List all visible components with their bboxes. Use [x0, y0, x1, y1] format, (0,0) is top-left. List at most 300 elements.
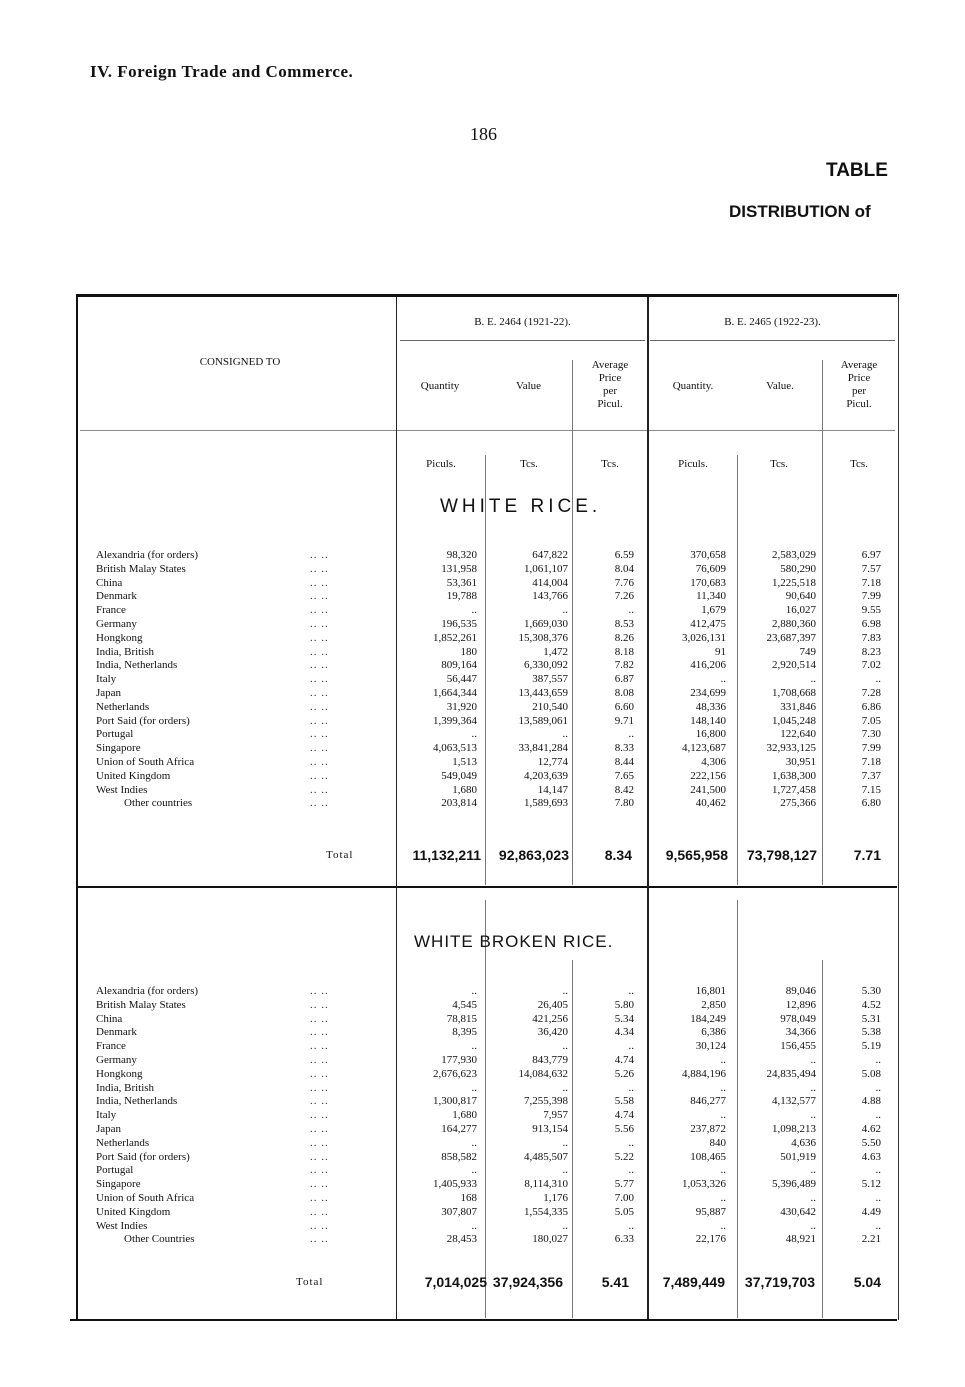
table-cell: 7.28 — [861, 687, 881, 699]
table-cell: 180,027 — [532, 1233, 568, 1246]
table-cell: 5,396,489 — [772, 1178, 816, 1191]
value2-header: Value. — [766, 380, 794, 392]
table-cell: .. — [471, 1040, 477, 1053]
table-cell: 416,206 — [690, 659, 726, 672]
table-row — [0, 563, 965, 577]
table-row — [0, 1026, 965, 1040]
country-name: West Indies — [96, 1219, 148, 1232]
table-cell: 36,420 — [537, 1026, 568, 1039]
country-name: Netherlands — [96, 700, 150, 713]
leader-dots: .. .. — [310, 1178, 329, 1191]
table-row — [0, 590, 965, 604]
table-cell: 22,176 — [695, 1233, 726, 1246]
section-divider-rule — [76, 886, 897, 888]
table-cell: 4,306 — [701, 756, 726, 768]
table-cell: 8.42 — [614, 783, 634, 796]
period1-underline — [400, 340, 645, 341]
table-cell: 7.02 — [861, 659, 881, 672]
table-row — [0, 999, 965, 1013]
total-cell: 5.41 — [601, 1274, 629, 1290]
leader-dots: .. .. — [310, 700, 329, 713]
table-cell: 5.80 — [614, 998, 634, 1011]
table-cell: .. — [720, 1164, 726, 1177]
table-cell: 430,642 — [780, 1205, 816, 1218]
table-cell: 2,583,029 — [772, 549, 816, 561]
table-cell: 6.33 — [614, 1233, 634, 1246]
table-row — [0, 632, 965, 646]
table-cell: 2.21 — [861, 1233, 881, 1246]
table-cell: 3,026,131 — [682, 631, 726, 644]
table-cell: 7.99 — [861, 742, 881, 755]
table-cell: 16,800 — [695, 728, 726, 741]
leader-dots: .. .. — [310, 1026, 329, 1039]
leader-dots: .. .. — [310, 1164, 329, 1177]
table-row — [0, 1151, 965, 1165]
leader-dots: .. .. — [310, 742, 329, 755]
table-cell: 12,774 — [537, 756, 568, 768]
table-cell: 28,453 — [446, 1233, 477, 1246]
table-cell: 180 — [460, 645, 477, 658]
section-title: IV. Foreign Trade and Commerce. — [90, 62, 354, 81]
table-cell: 7,255,398 — [524, 1095, 568, 1108]
table-cell: 1,061,107 — [524, 562, 568, 575]
table-cell: 6.80 — [861, 797, 881, 810]
table-cell: .. — [471, 728, 477, 741]
table-cell: 53,361 — [446, 576, 477, 589]
table-cell: 2,850 — [701, 998, 726, 1011]
table-cell: 13,589,061 — [518, 714, 568, 727]
table-row — [0, 577, 965, 591]
country-name: India, Netherlands — [96, 659, 178, 672]
table-cell: 15,308,376 — [518, 631, 568, 644]
table-row — [0, 1082, 965, 1096]
table-cell: 1,300,817 — [433, 1095, 477, 1108]
table-cell: .. — [720, 1192, 726, 1204]
table-cell: .. — [628, 985, 634, 997]
distribution-label: DISTRIBUTION of — [729, 202, 871, 221]
table-cell: 7,957 — [543, 1109, 568, 1122]
table-cell: 5.38 — [861, 1026, 881, 1039]
table-cell: 16,027 — [785, 604, 816, 617]
table-cell: 1,176 — [543, 1192, 568, 1204]
leader-dots: .. .. — [310, 604, 329, 617]
table-cell: 6,386 — [701, 1026, 726, 1039]
table-cell: 95,887 — [695, 1205, 726, 1218]
leader-dots: .. .. — [310, 1067, 329, 1080]
table-cell: 7.15 — [861, 783, 881, 796]
top-rule — [76, 294, 897, 297]
table-cell: 4.34 — [614, 1026, 634, 1039]
table-cell: 4,063,513 — [433, 742, 477, 755]
table-cell: 1,405,933 — [433, 1178, 477, 1191]
leader-dots: .. .. — [310, 985, 329, 997]
table-cell: .. — [875, 1219, 881, 1232]
country-name: Singapore — [96, 742, 141, 755]
table-row — [0, 687, 965, 701]
table-cell: 89,046 — [785, 985, 816, 997]
period2-underline — [650, 340, 895, 341]
table-cell: 5.58 — [614, 1095, 634, 1108]
table-cell: .. — [720, 1054, 726, 1066]
table-cell: 4.63 — [861, 1150, 881, 1163]
country-name: Port Said (for orders) — [96, 1150, 190, 1163]
leader-dots: .. .. — [310, 1054, 329, 1066]
leader-dots: .. .. — [310, 549, 329, 561]
table-cell: 8.53 — [614, 618, 634, 630]
unit-tcs-1: Tcs. — [520, 458, 538, 470]
table-cell: .. — [562, 1040, 568, 1053]
country-name: Port Said (for orders) — [96, 714, 190, 727]
table-cell: 580,290 — [780, 562, 816, 575]
total-cell: 5.04 — [853, 1274, 881, 1290]
table-cell: .. — [562, 604, 568, 617]
table-cell: 34,366 — [785, 1026, 816, 1039]
leader-dots: .. .. — [310, 1123, 329, 1135]
table-cell: 48,336 — [695, 700, 726, 713]
table-cell: 8,114,310 — [524, 1178, 568, 1191]
table-cell: 1,513 — [452, 756, 477, 768]
table-cell: 4,884,196 — [682, 1067, 726, 1080]
table-cell: 858,582 — [441, 1150, 477, 1163]
table-cell: 7.99 — [861, 590, 881, 603]
table-cell: 370,658 — [690, 549, 726, 561]
table-cell: 1,554,335 — [524, 1205, 568, 1218]
table-cell: .. — [875, 1054, 881, 1066]
table-cell: 91 — [715, 645, 726, 658]
table-cell: .. — [628, 1081, 634, 1094]
leader-dots: .. .. — [310, 756, 329, 768]
table-cell: 14,084,632 — [518, 1067, 568, 1080]
table-row — [0, 1095, 965, 1109]
table-cell: .. — [720, 1109, 726, 1122]
table-cell: 6.87 — [614, 673, 634, 686]
country-name: Alexandria (for orders) — [96, 985, 199, 997]
table-cell: 156,455 — [780, 1040, 816, 1053]
table-row — [0, 1178, 965, 1192]
table-cell: .. — [628, 604, 634, 617]
table-cell: 1,664,344 — [433, 687, 477, 699]
country-name: France — [96, 1040, 126, 1053]
leader-dots: .. .. — [310, 714, 329, 727]
table-cell: 5.05 — [614, 1205, 634, 1218]
table-cell: 12,896 — [785, 998, 816, 1011]
table-cell: 108,465 — [690, 1150, 726, 1163]
table-cell: 203,814 — [441, 797, 477, 810]
table-cell: 241,500 — [690, 783, 726, 796]
table-row — [0, 1192, 965, 1206]
table-row — [0, 728, 965, 742]
table-cell: .. — [628, 1040, 634, 1053]
table-cell: 913,154 — [532, 1123, 568, 1135]
unit-tcs-4: Tcs. — [850, 458, 868, 470]
table-cell: 177,930 — [441, 1054, 477, 1066]
table-cell: 1,680 — [452, 1109, 477, 1122]
table-cell: 210,540 — [532, 700, 568, 713]
leader-dots: .. .. — [310, 1205, 329, 1218]
white-broken-rice-total-row — [0, 1272, 965, 1292]
table-cell: 387,557 — [532, 673, 568, 686]
table-cell: .. — [628, 1136, 634, 1149]
table-cell: 7.65 — [614, 769, 634, 782]
total-cell: 9,565,958 — [665, 847, 728, 863]
table-cell: 19,788 — [446, 590, 477, 603]
table-cell: .. — [875, 673, 881, 686]
leader-dots: .. .. — [310, 1081, 329, 1094]
table-cell: 1,679 — [701, 604, 726, 617]
table-cell: .. — [471, 1136, 477, 1149]
table-cell: 4.52 — [861, 998, 881, 1011]
table-cell: 5.31 — [861, 1012, 881, 1025]
table-cell: 7.18 — [861, 576, 881, 589]
table-cell: 24,835,494 — [766, 1067, 816, 1080]
table-cell: 7.57 — [861, 562, 881, 575]
table-cell: 9.55 — [861, 604, 881, 617]
country-name: Other Countries — [124, 1233, 195, 1246]
table-cell: 30,951 — [785, 756, 816, 768]
table-cell: 421,256 — [532, 1012, 568, 1025]
table-cell: 4.74 — [614, 1054, 634, 1066]
country-name: Other countries — [124, 797, 193, 810]
table-cell: 7.83 — [861, 631, 881, 644]
bottom-rule — [70, 1319, 897, 1321]
table-cell: 1,852,261 — [433, 631, 477, 644]
country-name: Denmark — [96, 590, 137, 603]
table-cell: 8,395 — [452, 1026, 477, 1039]
country-name: India, British — [96, 645, 155, 658]
table-cell: 1,680 — [452, 783, 477, 796]
table-cell: 5.34 — [614, 1012, 634, 1025]
table-cell: 1,638,300 — [772, 769, 816, 782]
table-cell: 31,920 — [446, 700, 477, 713]
country-name: Germany — [96, 618, 137, 630]
table-cell: 843,779 — [532, 1054, 568, 1066]
table-row — [0, 770, 965, 784]
leader-dots: .. .. — [310, 1095, 329, 1108]
table-row — [0, 756, 965, 770]
country-name: India, Netherlands — [96, 1095, 178, 1108]
table-cell: 7.26 — [614, 590, 634, 603]
table-cell: 307,807 — [441, 1205, 477, 1218]
table-row — [0, 715, 965, 729]
table-cell: 16,801 — [695, 985, 726, 997]
avg-price2-header: Average Price per Picul. — [840, 359, 878, 410]
table-cell: 5.19 — [861, 1040, 881, 1053]
table-cell: .. — [810, 1164, 816, 1177]
table-cell: .. — [810, 673, 816, 686]
period1-header: B. E. 2464 (1921-22). — [474, 316, 571, 328]
table-cell: 5.77 — [614, 1178, 634, 1191]
table-cell: .. — [810, 1054, 816, 1066]
table-cell: 7.05 — [861, 714, 881, 727]
leader-dots: .. .. — [310, 1150, 329, 1163]
table-cell: 5.56 — [614, 1123, 634, 1135]
total-cell: 7,014,025 — [424, 1274, 487, 1290]
table-cell: .. — [810, 1109, 816, 1122]
table-cell: .. — [562, 1219, 568, 1232]
table-cell: .. — [471, 1219, 477, 1232]
table-cell: 8.33 — [614, 742, 634, 755]
country-name: Denmark — [96, 1026, 137, 1039]
table-cell: 1,727,458 — [772, 783, 816, 796]
leader-dots: .. .. — [310, 783, 329, 796]
white-broken-rice-heading: WHITE BROKEN RICE. — [414, 932, 614, 951]
table-cell: 5.30 — [861, 985, 881, 997]
table-cell: .. — [875, 1109, 881, 1122]
table-cell: 6.60 — [614, 700, 634, 713]
country-name: China — [96, 1012, 123, 1025]
unit-tcs-3: Tcs. — [770, 458, 788, 470]
table-cell: 4,123,687 — [682, 742, 726, 755]
table-cell: 8.23 — [861, 645, 881, 658]
table-cell: 98,320 — [446, 549, 477, 561]
table-cell: 78,815 — [446, 1012, 477, 1025]
table-cell: 6.59 — [614, 549, 634, 561]
table-cell: 6.97 — [861, 549, 881, 561]
table-row — [0, 618, 965, 632]
table-cell: 412,475 — [690, 618, 726, 630]
white-rice-heading: WHITE RICE. — [440, 496, 602, 517]
country-name: Union of South Africa — [96, 1192, 195, 1204]
table-cell: 4.49 — [861, 1205, 881, 1218]
table-cell: 1,053,326 — [682, 1178, 726, 1191]
table-row — [0, 701, 965, 715]
table-cell: .. — [471, 1164, 477, 1177]
table-cell: 414,004 — [532, 576, 568, 589]
country-name: Portugal — [96, 1164, 134, 1177]
quantity1-header: Quantity — [420, 380, 460, 392]
country-name: Union of South Africa — [96, 756, 195, 768]
table-row — [0, 1054, 965, 1068]
country-name: Japan — [96, 687, 122, 699]
table-cell: 32,933,125 — [766, 742, 816, 755]
country-name: United Kingdom — [96, 1205, 171, 1218]
period2-header: B. E. 2465 (1922-23). — [724, 316, 821, 328]
table-cell: 1,472 — [543, 645, 568, 658]
table-cell: 4,203,639 — [524, 769, 568, 782]
table-row — [0, 784, 965, 798]
leader-dots: .. .. — [310, 728, 329, 741]
table-cell: 7.00 — [614, 1192, 634, 1204]
table-cell: .. — [562, 1164, 568, 1177]
table-cell: .. — [720, 673, 726, 686]
leader-dots: .. .. — [310, 562, 329, 575]
table-cell: 168 — [460, 1192, 477, 1204]
leader-dots: .. .. — [310, 687, 329, 699]
quantity2-header: Quantity. — [672, 380, 714, 392]
total-label: Total — [296, 1276, 324, 1288]
leader-dots: .. .. — [310, 998, 329, 1011]
leader-dots: .. .. — [310, 1219, 329, 1232]
table-row — [0, 1040, 965, 1054]
table-cell: 8.04 — [614, 562, 634, 575]
total-cell: 92,863,023 — [498, 847, 569, 863]
table-cell: 5.26 — [614, 1067, 634, 1080]
table-cell: 196,535 — [441, 618, 477, 630]
leader-dots: .. .. — [310, 1136, 329, 1149]
country-name: Portugal — [96, 728, 134, 741]
leader-dots: .. .. — [310, 645, 329, 658]
table-cell: 2,920,514 — [772, 659, 816, 672]
table-cell: .. — [628, 728, 634, 741]
table-cell: .. — [720, 1219, 726, 1232]
table-cell: 549,049 — [441, 769, 477, 782]
table-cell: 30,124 — [695, 1040, 726, 1053]
leader-dots: .. .. — [310, 769, 329, 782]
leader-dots: .. .. — [310, 797, 329, 810]
table-cell: .. — [562, 1081, 568, 1094]
unit-piculs-2: Piculs. — [678, 458, 708, 470]
table-row — [0, 673, 965, 687]
table-cell: 1,399,364 — [433, 714, 477, 727]
table-row — [0, 1109, 965, 1123]
table-cell: 7.37 — [861, 769, 881, 782]
table-cell: 4.62 — [861, 1123, 881, 1135]
country-name: France — [96, 604, 126, 617]
total-cell: 8.34 — [604, 847, 632, 863]
table-cell: 809,164 — [441, 659, 477, 672]
country-name: British Malay States — [96, 562, 186, 575]
country-name: British Malay States — [96, 998, 186, 1011]
table-row — [0, 659, 965, 673]
country-name: Germany — [96, 1054, 137, 1066]
table-cell: .. — [471, 1081, 477, 1094]
table-cell: 1,669,030 — [524, 618, 568, 630]
unit-piculs-1: Piculs. — [426, 458, 456, 470]
table-cell: .. — [810, 1192, 816, 1204]
leader-dots: .. .. — [310, 618, 329, 630]
table-cell: 14,147 — [537, 783, 568, 796]
header-underline — [80, 430, 895, 431]
table-row — [0, 646, 965, 660]
country-name: Hongkong — [96, 631, 143, 644]
table-cell: 275,366 — [780, 797, 816, 810]
leader-dots: .. .. — [310, 1233, 329, 1246]
table-cell: 4,636 — [791, 1136, 816, 1149]
table-cell: 7.82 — [614, 659, 634, 672]
table-row — [0, 1013, 965, 1027]
unit-tcs-2: Tcs. — [601, 458, 619, 470]
table-cell: .. — [875, 1081, 881, 1094]
table-row — [0, 1233, 965, 1247]
table-row — [0, 604, 965, 618]
table-cell: 6.86 — [861, 700, 881, 713]
table-cell: 23,687,397 — [766, 631, 816, 644]
total-cell: 73,798,127 — [746, 847, 817, 863]
table-cell: 33,841,284 — [518, 742, 568, 755]
table-cell: 4,485,507 — [524, 1150, 568, 1163]
white-rice-total-row — [0, 845, 965, 865]
table-cell: .. — [720, 1081, 726, 1094]
page-number: 186 — [470, 124, 497, 144]
table-cell: 4.88 — [861, 1095, 881, 1108]
leader-dots: .. .. — [310, 1040, 329, 1053]
table-cell: 4.74 — [614, 1109, 634, 1122]
table-cell: 7.80 — [614, 797, 634, 810]
table-cell: 184,249 — [690, 1012, 726, 1025]
table-cell: 1,045,248 — [772, 714, 816, 727]
table-cell: 8.08 — [614, 687, 634, 699]
table-cell: 9.71 — [614, 714, 634, 727]
table-cell: 7.18 — [861, 756, 881, 768]
table-cell: 2,676,623 — [433, 1067, 477, 1080]
table-cell: 5.50 — [861, 1136, 881, 1149]
leader-dots: .. .. — [310, 1192, 329, 1204]
table-cell: 11,340 — [696, 590, 726, 603]
table-cell: 164,277 — [441, 1123, 477, 1135]
avg-price1-header: Average Price per Picul. — [591, 359, 629, 410]
leader-dots: .. .. — [310, 1012, 329, 1025]
total-cell: 7.71 — [853, 847, 881, 863]
